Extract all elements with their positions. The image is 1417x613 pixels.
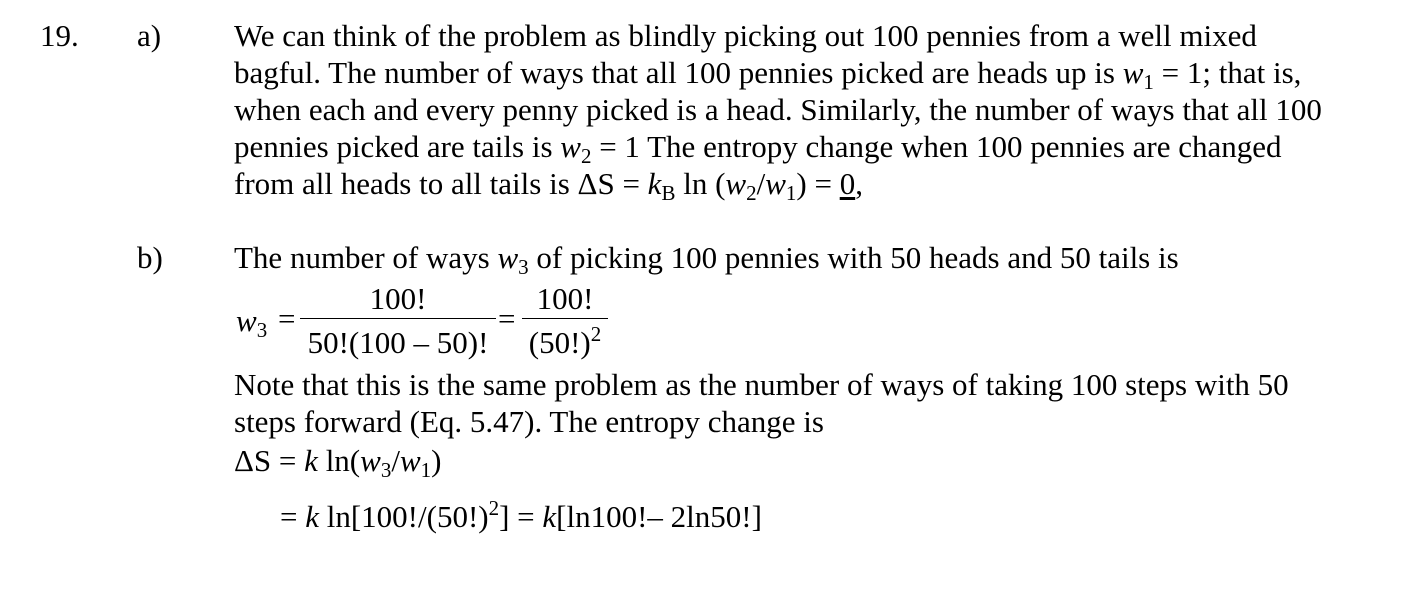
text: = 1; that is,: [1153, 55, 1302, 90]
ratio-w2-sub: 2: [746, 181, 757, 205]
eq1-equals-2: =: [498, 301, 516, 336]
text: ] =: [499, 499, 543, 534]
part-b-label: b): [137, 240, 163, 275]
part-b-note-line-1: Note that this is the same problem as the number of ways of taking 100 steps with 50: [234, 367, 1289, 402]
text: =: [280, 499, 306, 534]
text: ln (: [675, 166, 726, 201]
part-a-line-3: when each and every penny picked is a head. Similarly, the number of ways that all 100: [234, 92, 1322, 127]
entropy-equation-line-2: [280, 498, 762, 535]
fraction2-denominator: [522, 324, 608, 361]
w2-variable: w: [560, 129, 581, 164]
k-variable: k: [305, 499, 319, 534]
text: ,: [855, 166, 863, 201]
eq1-w-subscript: 3: [256, 318, 268, 342]
part-a-line-2: [234, 54, 1302, 94]
text: [ln100!– 2ln50!]: [556, 499, 762, 534]
part-a-line-5: [234, 165, 863, 205]
text: = 1 The entropy change when 100 pennies are changed: [591, 129, 1282, 164]
text: ): [431, 443, 442, 478]
ratio-w1-sub: 1: [785, 181, 797, 205]
w3-subscript: 3: [518, 255, 529, 279]
entropy-equation-line-1: [234, 442, 442, 482]
w3-subscript: 3: [380, 458, 392, 482]
w1-variable: w: [1122, 55, 1144, 90]
eq1-w-variable: w: [236, 303, 257, 338]
exponent: 2: [590, 322, 602, 346]
fraction1-bar: [300, 318, 496, 319]
text: ln(: [317, 443, 361, 478]
eq1-equals: =: [278, 301, 296, 336]
text: ) =: [796, 166, 840, 201]
eq1-lhs: [236, 302, 268, 342]
fraction1-denominator: 50!(100 – 50)!: [307, 325, 489, 360]
part-a-line-4: [234, 128, 1282, 168]
k-variable: k: [304, 443, 318, 478]
fraction2-numerator: 100!: [536, 281, 594, 316]
fraction2-bar: [522, 318, 608, 319]
text: (50!): [528, 325, 591, 360]
w3-variable: w: [360, 443, 381, 478]
ratio-w2: w: [725, 166, 747, 201]
kb-subscript: B: [661, 181, 676, 205]
text: pennies picked are tails is: [234, 129, 561, 164]
problem-number: 19.: [40, 18, 79, 53]
text: of picking 100 pennies with 50 heads and 50 tails is: [528, 240, 1179, 275]
kb-variable: k: [647, 166, 662, 201]
ratio-slash: /: [756, 166, 766, 201]
w1-variable: w: [399, 443, 421, 478]
slash: /: [391, 443, 400, 478]
text: bagful. The number of ways that all 100 pennies picked are heads up is: [234, 55, 1123, 90]
part-a-label: a): [137, 18, 162, 53]
w1-subscript: 1: [1143, 70, 1154, 94]
fraction1-numerator: 100!: [369, 281, 427, 316]
text: from all heads to all tails is ΔS =: [234, 166, 648, 201]
w2-subscript: 2: [580, 144, 592, 168]
text: ln[100!/(50!): [319, 499, 489, 534]
w3-variable: w: [497, 240, 519, 275]
ratio-w1: w: [765, 166, 786, 201]
part-b-line-1: [234, 239, 1179, 279]
k-variable-2: k: [542, 499, 557, 534]
result-value: 0: [839, 166, 856, 201]
text: ΔS =: [234, 443, 305, 478]
part-b-note-line-2: steps forward (Eq. 5.47). The entropy change is: [234, 404, 824, 439]
w1-subscript: 1: [420, 458, 432, 482]
part-a-line-1: We can think of the problem as blindly picking out 100 pennies from a well mixed: [234, 18, 1257, 53]
text: The number of ways: [234, 240, 498, 275]
exponent: 2: [488, 496, 500, 520]
